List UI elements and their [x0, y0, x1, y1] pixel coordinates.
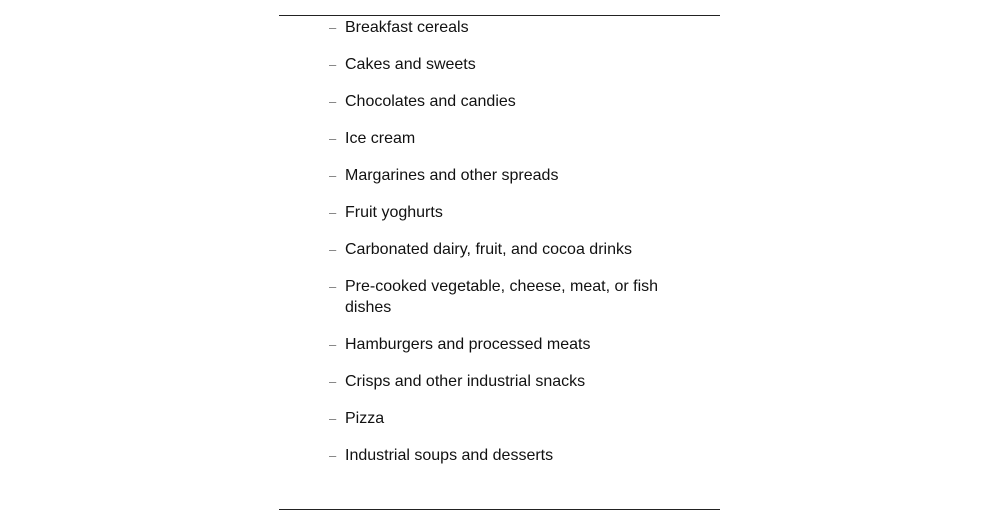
dash-bullet: –	[329, 57, 337, 72]
list-item	[329, 408, 669, 429]
list-item	[329, 165, 669, 186]
list-item	[329, 202, 669, 223]
list-item-text: Ice cream	[345, 130, 416, 147]
list-item	[329, 445, 669, 466]
list-item-text: Crisps and other industrial snacks	[345, 373, 586, 390]
food-list	[329, 17, 669, 482]
bottom-rule	[279, 509, 720, 510]
list-item-text: Pre-cooked vegetable, cheese, meat, or fish dishes	[345, 278, 659, 316]
dash-bullet: –	[329, 411, 337, 426]
list-item	[329, 91, 669, 112]
list-item	[329, 54, 669, 75]
list-item-text: Fruit yoghurts	[345, 204, 443, 221]
dash-bullet: –	[329, 374, 337, 389]
dash-bullet: –	[329, 131, 337, 146]
dash-bullet: –	[329, 205, 337, 220]
list-item	[329, 17, 669, 38]
list-item	[329, 276, 669, 318]
dash-bullet: –	[329, 168, 337, 183]
dash-bullet: –	[329, 337, 337, 352]
list-item-text: Hamburgers and processed meats	[345, 336, 591, 353]
dash-bullet: –	[329, 94, 337, 109]
dash-bullet: –	[329, 279, 337, 294]
top-rule	[279, 15, 720, 16]
list-item-text: Chocolates and candies	[345, 93, 516, 110]
list-item-text: Breakfast cereals	[345, 19, 469, 36]
list-item	[329, 128, 669, 149]
dash-bullet: –	[329, 448, 337, 463]
list-item	[329, 371, 669, 392]
list-item-text: Cakes and sweets	[345, 56, 476, 73]
list-item	[329, 334, 669, 355]
list-item-text: Industrial soups and desserts	[345, 447, 554, 464]
list-item-text: Margarines and other spreads	[345, 167, 559, 184]
list-item-text: Pizza	[345, 410, 385, 427]
dash-bullet: –	[329, 242, 337, 257]
list-item	[329, 239, 669, 260]
list-item-text: Carbonated dairy, fruit, and cocoa drinks	[345, 241, 632, 258]
dash-bullet: –	[329, 20, 337, 35]
